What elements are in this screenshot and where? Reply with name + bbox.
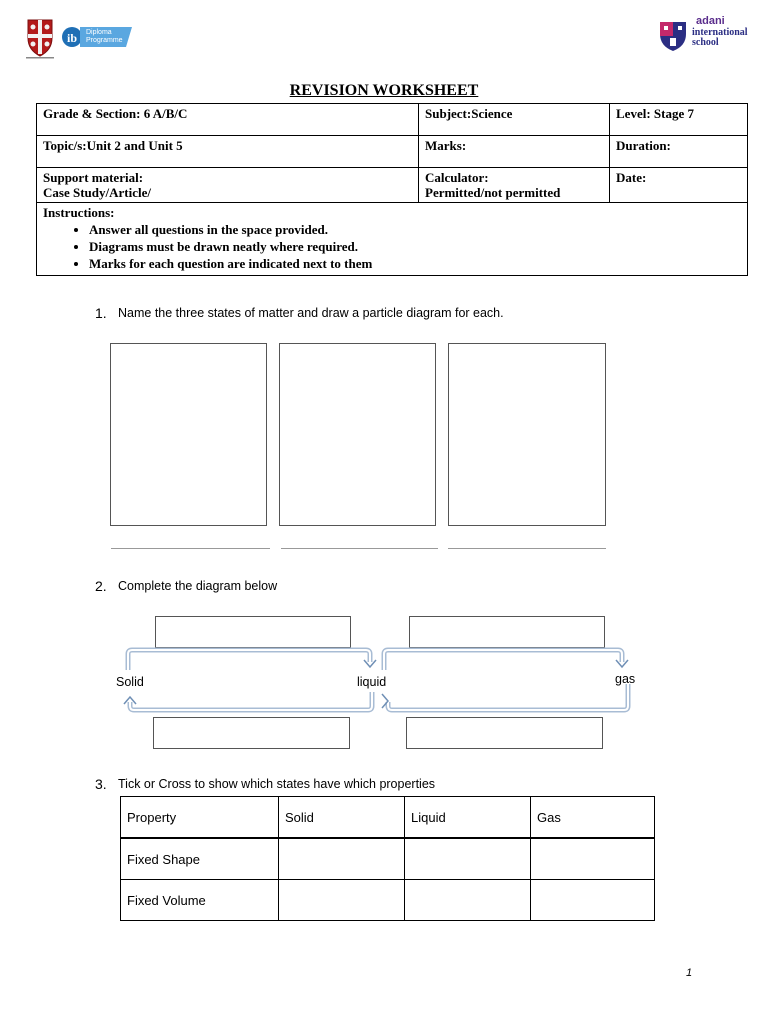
support-material-label: Support material: (43, 170, 144, 185)
instruction-item: • Diagrams must be drawn neatly where required. (89, 239, 741, 254)
grade-section-cell: Grade & Section: 6 A/B/C (37, 104, 419, 136)
header-property: Property (121, 797, 279, 839)
adani-logo-line2: international (692, 27, 748, 38)
adani-logo-line3: school (692, 37, 719, 48)
row-label-fixed-volume: Fixed Volume (121, 880, 279, 921)
svg-text:ib: ib (67, 31, 78, 45)
answer-cell[interactable] (531, 838, 655, 880)
table-header-row (121, 797, 655, 839)
level-cell: Level: Stage 7 (610, 104, 748, 136)
answer-cell[interactable] (405, 880, 531, 921)
liquid-to-gas-arrow (384, 650, 622, 670)
instruction-item: • Marks for each question are indicated next to them (89, 256, 741, 271)
liquid-to-solid-arrow (130, 692, 372, 710)
worksheet-title: REVISION WORKSHEET (289, 82, 479, 99)
q1-text: Name the three states of matter and draw a particle diagram for each. (118, 306, 504, 320)
gas-to-liquid-arrow (388, 684, 628, 710)
instruction-item: • Answer all questions in the space provided. (89, 222, 741, 237)
row-label-fixed-shape: Fixed Shape (121, 838, 279, 880)
adani-school-logo (658, 16, 762, 56)
answer-line-2[interactable] (281, 548, 438, 549)
header-gas: Gas (531, 797, 655, 839)
support-material-value: Case Study/Article/ (43, 185, 151, 200)
solid-diagram-box[interactable] (110, 343, 267, 526)
solid-label: Solid (116, 675, 144, 689)
freezing-answer-box[interactable] (153, 717, 350, 749)
answer-cell[interactable] (279, 838, 405, 880)
calculator-value: Permitted/not permitted (425, 185, 561, 200)
q2-text: Complete the diagram below (118, 579, 278, 593)
q3-number: 3. (95, 776, 107, 792)
answer-line-3[interactable] (448, 548, 606, 549)
answer-cell[interactable] (531, 880, 655, 921)
topics-cell: Topic/s:Unit 2 and Unit 5 (37, 136, 419, 168)
cambridge-logo (24, 18, 56, 60)
liquid-diagram-box[interactable] (279, 343, 436, 526)
worksheet-info-table (36, 103, 748, 276)
gas-label: gas (615, 672, 636, 686)
answer-cell[interactable] (405, 838, 531, 880)
calculator-label: Calculator: (425, 170, 489, 185)
header-solid: Solid (279, 797, 405, 839)
q3-text: Tick or Cross to show which states have which properties (118, 777, 436, 791)
ib-logo-text: Diploma Programme (86, 29, 123, 44)
solid-to-liquid-arrow (128, 650, 370, 670)
q1-number: 1. (95, 305, 107, 321)
support-material-cell (37, 168, 419, 203)
subject-cell: Subject:Science (419, 104, 610, 136)
liquid-label: liquid (357, 675, 387, 689)
gas-diagram-box[interactable] (448, 343, 606, 526)
calculator-cell (419, 168, 610, 203)
date-cell: Date: (610, 168, 748, 203)
answer-cell[interactable] (279, 880, 405, 921)
adani-logo-line1: adani (696, 15, 725, 27)
q2-number: 2. (95, 578, 107, 594)
ib-diploma-logo (62, 24, 134, 50)
table-row (121, 838, 655, 880)
table-row (121, 880, 655, 921)
instructions-list (43, 222, 741, 271)
instructions-cell (37, 203, 748, 276)
instructions-label: Instructions: (43, 205, 115, 220)
marks-cell: Marks: (419, 136, 610, 168)
condensation-answer-box[interactable] (406, 717, 603, 749)
duration-cell: Duration: (610, 136, 748, 168)
header-liquid: Liquid (405, 797, 531, 839)
properties-table (120, 796, 655, 921)
page-number: 1 (686, 967, 693, 979)
answer-line-1[interactable] (111, 548, 270, 549)
